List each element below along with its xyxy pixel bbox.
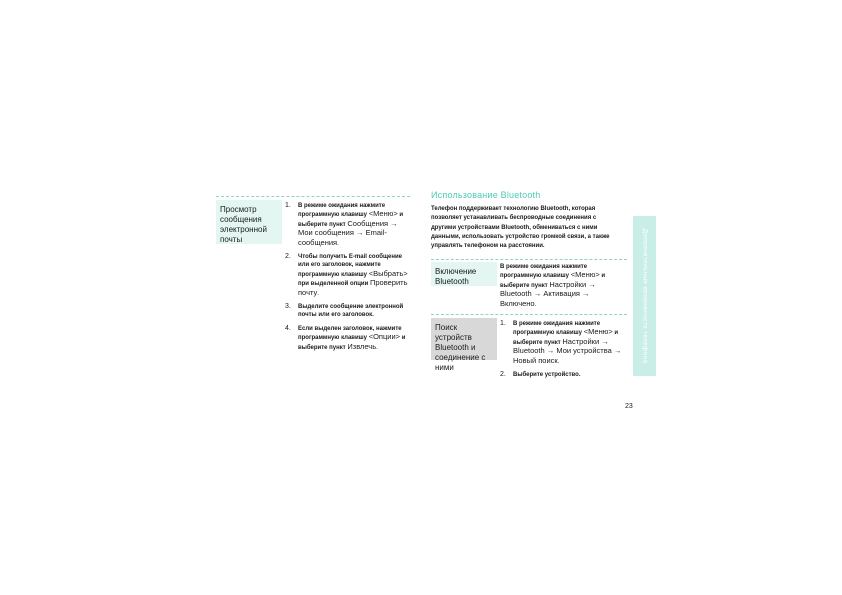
label-line: Включение: [435, 267, 477, 276]
label-line: Bluetooth и: [435, 343, 476, 352]
label-search-devices: [431, 318, 497, 372]
enable-instructions: [500, 263, 622, 309]
chapter-tab: [633, 216, 656, 376]
step-text: и выберите пункт: [513, 330, 619, 346]
list-item: [500, 320, 626, 366]
chapter-tab-label: Дополнительные возможности телефона: [641, 228, 648, 364]
step-number: 2.: [500, 371, 506, 379]
softkey-text: <Выбрать>: [368, 268, 408, 278]
step-text: Чтобы получить E-mail сообщение или его заголовок, нажмите программную клавишу: [298, 254, 403, 278]
softkey-text: <Меню>: [368, 209, 398, 219]
step-text: и выберите пункт: [298, 335, 406, 351]
section-title: Использование Bluetooth: [431, 190, 541, 200]
menu-path: Извлечь: [347, 341, 377, 351]
divider-search: [431, 314, 627, 315]
search-steps-list: [500, 320, 626, 384]
menu-path: Настройки → Bluetooth → Активация → Включено: [500, 279, 596, 308]
step-text: и выберите пункт: [298, 212, 404, 228]
list-item: [285, 325, 413, 352]
email-steps-list: [285, 202, 413, 357]
page-number: 23: [625, 403, 633, 410]
label-line: электронной: [220, 225, 267, 234]
step-end: .: [317, 290, 319, 297]
step-end: .: [337, 240, 339, 247]
step-end: .: [557, 358, 560, 365]
softkey-text: <Опции>: [368, 332, 401, 342]
step-text: В режиме ожидания нажмите программную клавишу: [298, 203, 386, 219]
divider-left: [216, 196, 410, 197]
step-text: Выделите сообщение электронной почты или его заголовок.: [298, 304, 404, 319]
menu-path: Настройки → Bluetooth → Мои устройства → Новый поиск: [513, 336, 622, 365]
divider-enable: [431, 259, 627, 260]
step-text: при выделенной опции: [298, 281, 370, 288]
menu-path: Проверить почту: [298, 278, 408, 297]
intro-paragraph: Телефон поддерживает технологию Bluetooth, которая позволяет устанавливать беспроводные соединения с другими устройствами Bluetooth, обмениваться с ними данными, использовать устройство громкой связи, а также управлять телефоном на расстоянии.: [431, 206, 610, 250]
step-number: 2.: [285, 253, 291, 261]
step-number: 1.: [285, 202, 291, 209]
step-text: Если выделен заголовок, нажмите программную клавишу: [298, 325, 402, 342]
label-view-email: [216, 200, 282, 244]
list-item: [500, 371, 626, 379]
step-number: 3.: [285, 303, 291, 311]
step-text: В режиме ожидания нажмите программную клавишу: [513, 321, 601, 337]
step-text: и выберите пункт: [500, 273, 606, 289]
step-number: 4.: [285, 324, 291, 332]
step-end: .: [534, 301, 537, 308]
label-line: ними: [435, 363, 454, 372]
list-item: [285, 202, 413, 248]
list-item: [285, 303, 413, 320]
label-line: почты: [220, 235, 243, 244]
label-line: Bluetooth: [435, 277, 469, 286]
softkey-text: <Меню>: [583, 327, 613, 337]
label-enable-bluetooth: [431, 262, 497, 286]
softkey-text: <Меню>: [570, 270, 600, 280]
step-text: Выберите устройство.: [513, 372, 581, 379]
menu-path: Сообщения → Мои сообщения → Email-сообщения: [298, 218, 398, 247]
step-number: 1.: [500, 320, 506, 327]
step-end: .: [376, 344, 378, 351]
step-text: В режиме ожидания нажмите программную клавишу: [500, 264, 588, 280]
label-line: Просмотр: [220, 205, 257, 214]
label-line: сообщения: [220, 215, 262, 224]
label-line: Поиск устройств: [435, 323, 472, 342]
list-item: [285, 253, 413, 298]
label-line: соединение с: [435, 353, 486, 362]
